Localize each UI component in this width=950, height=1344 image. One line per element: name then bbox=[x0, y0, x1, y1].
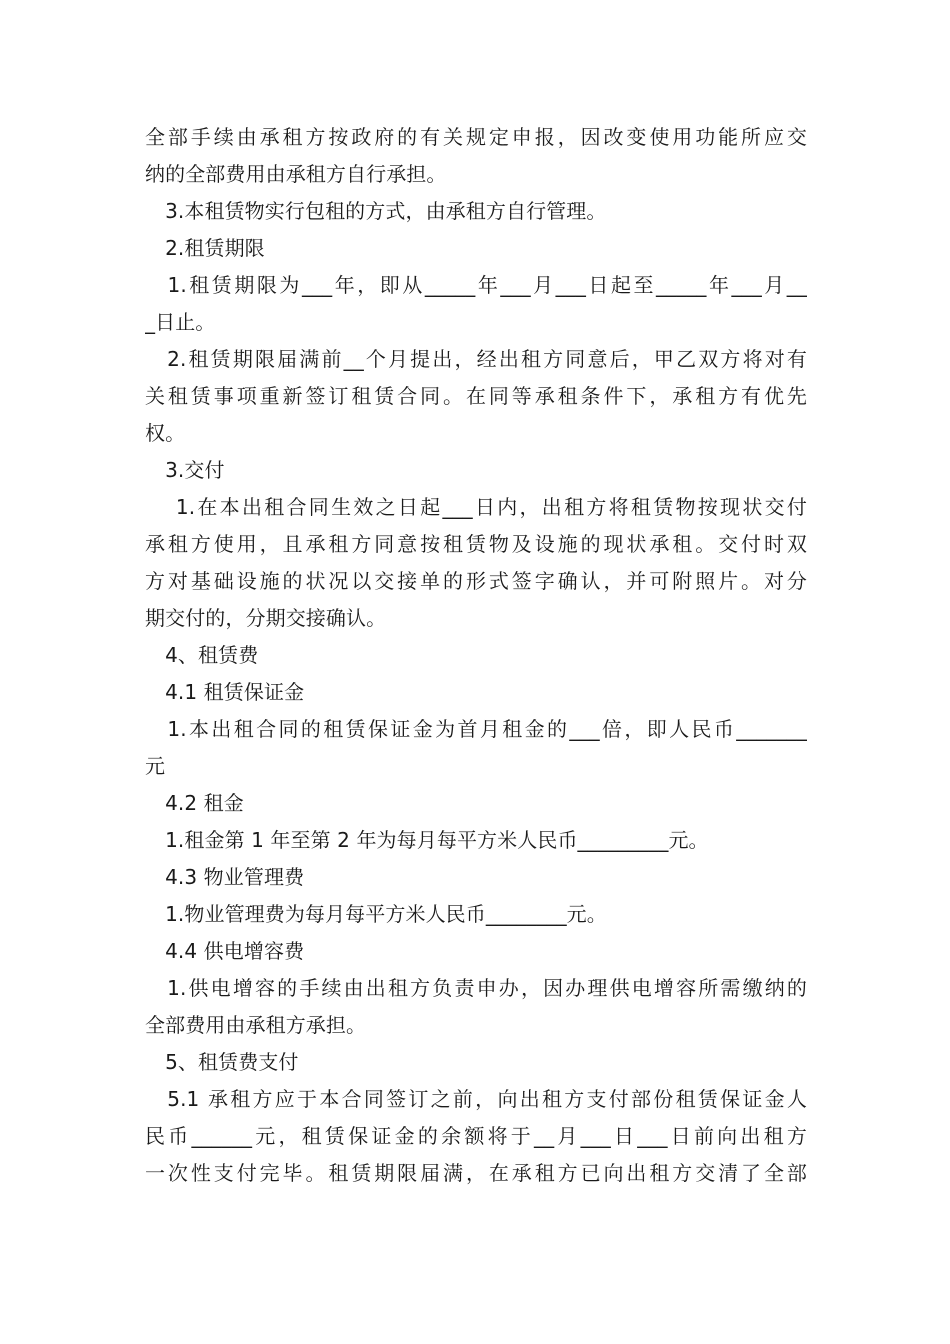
text-line: 1.租金第 1 年至第 2 年为每月每平方米人民币_________元。 bbox=[145, 828, 709, 852]
text-line: 1.在本出租合同生效之日起___日内，出租方将租赁物按现状交付 bbox=[145, 495, 807, 519]
text-line: 元 bbox=[145, 754, 166, 778]
text-line: 关租赁事项重新签订租赁合同。在同等承租条件下，承租方有优先 bbox=[145, 384, 807, 408]
text-line: 承租方使用，且承租方同意按租赁物及设施的现状承租。交付时双 bbox=[145, 532, 807, 556]
document-body bbox=[145, 119, 807, 1192]
text-line: 全部费用由承租方承担。 bbox=[145, 1013, 367, 1037]
text-line: 1.租赁期限为___年，即从_____年___月___日起至_____年___月__ bbox=[145, 273, 807, 297]
text-line: 期交付的，分期交接确认。 bbox=[145, 606, 387, 630]
text-line: 民币______元，租赁保证金的余额将于__月___日___日前向出租方 bbox=[145, 1124, 807, 1148]
text-line: 一次性支付完毕。租赁期限届满，在承租方已向出租方交清了全部 bbox=[145, 1161, 807, 1185]
text-line: 2.租赁期限届满前__个月提出，经出租方同意后，甲乙双方将对有 bbox=[145, 347, 807, 371]
section-heading: 4.4 供电增容费 bbox=[145, 939, 305, 963]
section-heading: 4.3 物业管理费 bbox=[145, 865, 305, 889]
text-line: 1.物业管理费为每月每平方米人民币________元。 bbox=[145, 902, 607, 926]
text-line: 1.供电增容的手续由出租方负责申办，因办理供电增容所需缴纳的 bbox=[145, 976, 807, 1000]
text-line: _日止。 bbox=[145, 310, 216, 334]
section-heading: 2.租赁期限 bbox=[145, 236, 265, 260]
text-line: 3.本租赁物实行包租的方式，由承租方自行管理。 bbox=[145, 199, 607, 223]
section-heading: 4.1 租赁保证金 bbox=[145, 680, 305, 704]
text-line: 全部手续由承租方按政府的有关规定申报，因改变使用功能所应交 bbox=[145, 125, 807, 149]
text-line: 方对基础设施的状况以交接单的形式签字确认，并可附照片。对分 bbox=[145, 569, 807, 593]
text-line: 5.1 承租方应于本合同签订之前，向出租方支付部份租赁保证金人 bbox=[145, 1087, 807, 1111]
text-line: 纳的全部费用由承租方自行承担。 bbox=[145, 162, 447, 186]
section-heading: 4.2 租金 bbox=[145, 791, 244, 815]
section-heading: 4、租赁费 bbox=[145, 643, 259, 667]
section-heading: 3.交付 bbox=[145, 458, 225, 482]
text-line: 权。 bbox=[145, 421, 186, 445]
text-line: 1.本出租合同的租赁保证金为首月租金的___倍，即人民币_______ bbox=[145, 717, 807, 741]
section-heading: 5、租赁费支付 bbox=[145, 1050, 299, 1074]
